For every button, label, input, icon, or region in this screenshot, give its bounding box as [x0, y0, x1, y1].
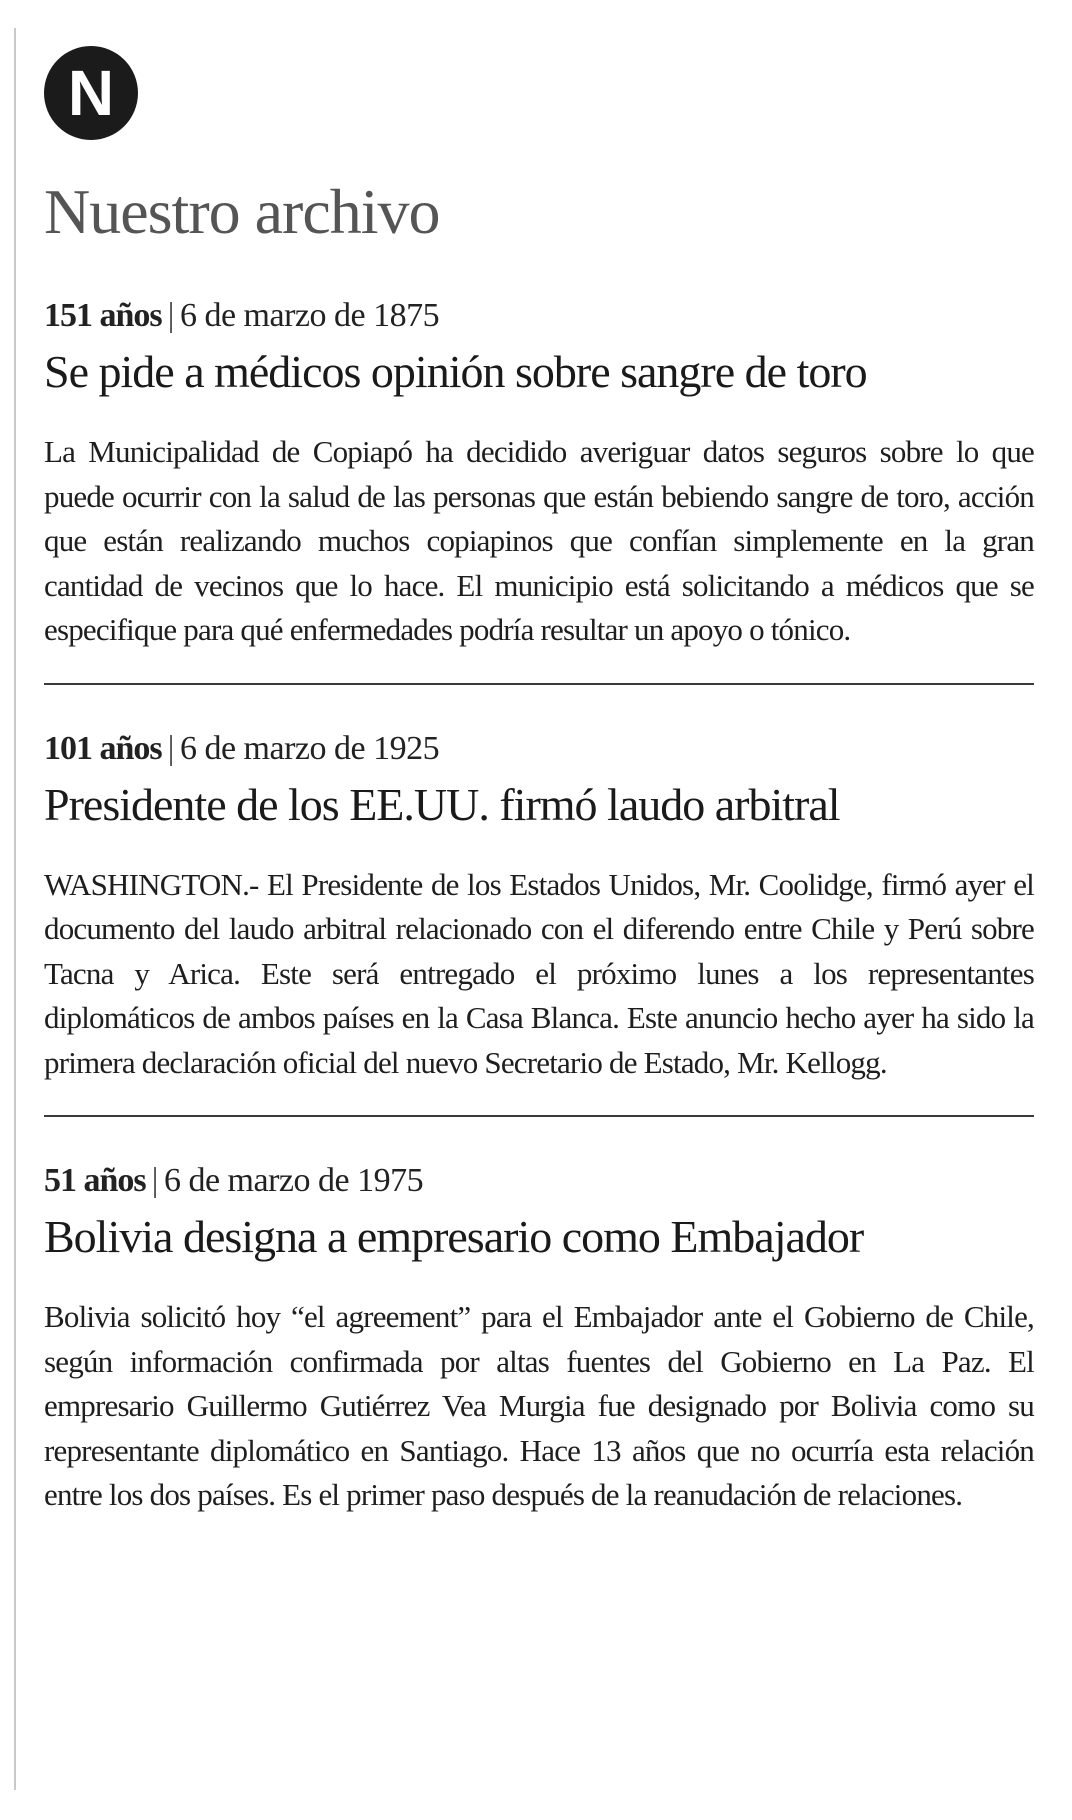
archive-entry-1975 [44, 1161, 1034, 1548]
entry-headline: Se pide a médicos opinión sobre sangre de toro [44, 346, 867, 397]
section-title: Nuestro archivo [44, 176, 440, 247]
entry-years: 101 años [44, 729, 162, 767]
meta-separator: | [167, 729, 174, 767]
archive-column [44, 38, 1034, 1548]
archive-entry-1875 [44, 296, 1034, 683]
entry-meta [44, 1161, 1034, 1201]
entry-headline: Bolivia designa a empresario como Embajador [44, 1211, 864, 1262]
entry-divider [44, 683, 1034, 685]
archive-entry-1925 [44, 729, 1034, 1116]
logo-letter: N [67, 57, 115, 129]
entry-headline: Presidente de los EE.UU. firmó laudo arbitral [44, 778, 840, 830]
entry-years: 51 años [44, 1162, 146, 1199]
entry-body: La Municipalidad de Copiapó ha decidido averiguar datos seguros sobre lo que puede ocurrir con la salud de las personas que están bebiendo sangre de toro, acción que están realizando muchos copiapinos que confían simplemente en la gran cantidad de vecinos que lo hace. El municipio está solicitando a médicos que se especifique para qué enfermedades podría resultar un apoyo o tónico. [44, 434, 1034, 647]
entry-body: Bolivia solicitó hoy “el agreement” para el Embajador ante el Gobierno de Chile, según información confirmada por altas fuentes del Gobierno en La Paz. El empresario Guillermo Gutiérrez Vea Murgia fue designado por Bolivia como su representante diplomático en Santiago. Hace 13 años que no ocurría esta relación entre los dos países. Es el primer paso después de la reanudación de relaciones. [44, 1299, 1034, 1512]
entry-meta [44, 296, 1034, 336]
meta-separator: | [167, 297, 174, 334]
left-column-rule [14, 28, 16, 1790]
entry-date: 6 de marzo de 1975 [163, 1162, 424, 1199]
entry-body: WASHINGTON.- El Presidente de los Estados Unidos, Mr. Coolidge, firmó ayer el documento del laudo arbitral relacionado con el diferendo entre Chile y Perú sobre Tacna y Arica. Este será entregado el próximo lunes a los representantes diplomáticos de ambos países en la Casa Blanca. Este anuncio hecho ayer ha sido la primera declaración oficial del nuevo Secretario de Estado, Mr. Kellogg. [44, 866, 1034, 1080]
entry-date: 6 de marzo de 1925 [179, 729, 440, 767]
entry-meta [44, 729, 1034, 769]
entry-date: 6 de marzo de 1875 [179, 297, 440, 334]
meta-separator: | [151, 1162, 158, 1199]
entry-years: 151 años [44, 297, 162, 334]
entry-divider [44, 1115, 1034, 1117]
newspaper-logo-icon [44, 46, 138, 140]
